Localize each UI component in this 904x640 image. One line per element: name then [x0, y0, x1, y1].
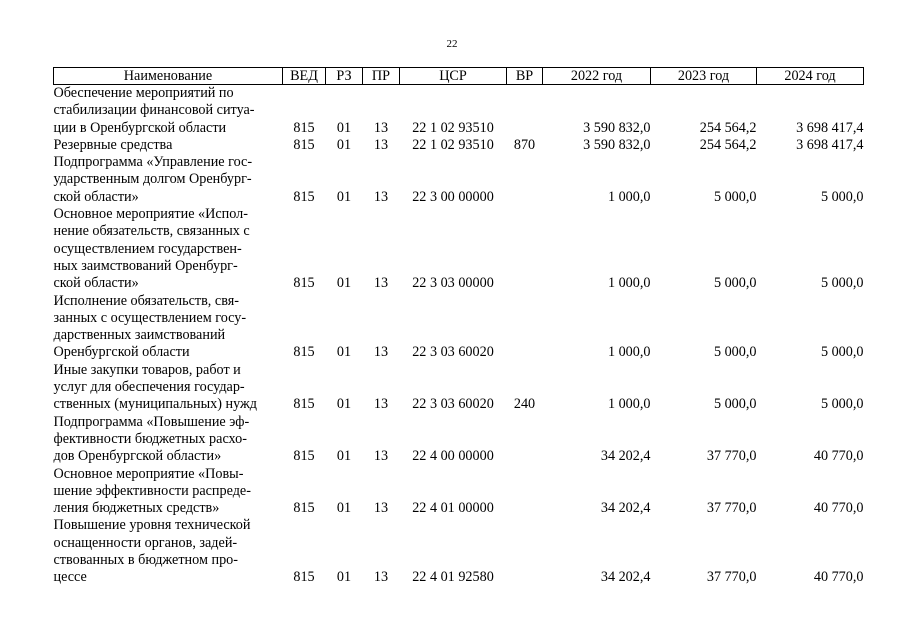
amount-2023-cell: 5 000,0: [713, 344, 757, 361]
table-header-row: [54, 68, 864, 85]
amount-2023-cell: 37 770,0: [706, 500, 757, 517]
name-line: осуществлением государствен-: [53, 240, 242, 257]
name-line: Иные закупки товаров, работ и: [53, 361, 241, 378]
vr-cell: 240: [513, 396, 536, 413]
header-ved: ВЕД: [283, 68, 326, 85]
ved-cell: 815: [293, 275, 315, 292]
vr-cell: [507, 206, 543, 292]
ved-cell: 815: [293, 396, 315, 413]
vr-cell: [507, 293, 543, 362]
csr-cell: 22 3 03 60020: [412, 344, 494, 361]
page-number: 22: [446, 38, 458, 50]
pr-cell: 13: [373, 119, 389, 136]
header-2022: 2022 год: [543, 68, 651, 85]
name-line: Основное мероприятие «Повы-: [53, 465, 244, 482]
name-cell: [54, 206, 283, 292]
amount-2023-cell: 5 000,0: [713, 396, 757, 413]
table-row: [54, 85, 864, 137]
pr-cell: 13: [373, 500, 389, 517]
rz-cell: 01: [336, 448, 352, 465]
vr-cell: [507, 517, 543, 586]
amount-2023-cell: 5 000,0: [713, 275, 757, 292]
ved-cell: 815: [293, 344, 315, 361]
amount-2022-cell: 34 202,4: [600, 500, 651, 517]
table-row: [54, 154, 864, 206]
amount-2022-cell: 3 590 832,0: [583, 136, 651, 153]
name-line: Подпрограмма «Повышение эф-: [53, 413, 250, 430]
name-line: Оренбургской области: [53, 344, 190, 361]
vr-cell: [507, 466, 543, 518]
name-cell: [54, 137, 283, 154]
name-line: фективности бюджетных расхо-: [53, 430, 247, 447]
name-line: оснащенности органов, задей-: [53, 534, 238, 551]
name-line: дов Оренбургской области»: [53, 448, 222, 465]
amount-2023-cell: 37 770,0: [706, 569, 757, 586]
name-cell: [54, 362, 283, 414]
name-line: ления бюджетных средств»: [53, 500, 220, 517]
name-line: нение обязательств, связанных с: [53, 223, 250, 240]
name-line: цессе: [53, 569, 87, 586]
rz-cell: 01: [336, 396, 352, 413]
csr-cell: 22 3 03 00000: [412, 275, 494, 292]
rz-cell: 01: [336, 500, 352, 517]
name-line: Повышение уровня технической: [53, 517, 251, 534]
ved-cell: 815: [293, 119, 315, 136]
csr-cell: 22 4 01 92580: [412, 569, 494, 586]
rz-cell: 01: [336, 119, 352, 136]
header-rz: РЗ: [326, 68, 363, 85]
name-line: Подпрограмма «Управление гос-: [53, 154, 253, 171]
header-name: Наименование: [54, 68, 283, 85]
name-cell: [54, 414, 283, 466]
pr-cell: 13: [373, 136, 389, 153]
vr-cell: [507, 154, 543, 206]
name-line: ствованных в бюджетном про-: [53, 552, 238, 569]
rz-cell: 01: [336, 275, 352, 292]
amount-2022-cell: 34 202,4: [600, 448, 651, 465]
pr-cell: 13: [373, 396, 389, 413]
csr-cell: 22 3 03 60020: [412, 396, 494, 413]
header-pr: ПР: [363, 68, 400, 85]
vr-cell: [507, 414, 543, 466]
ved-cell: 815: [293, 500, 315, 517]
header-vr: ВР: [507, 68, 543, 85]
amount-2024-cell: 5 000,0: [820, 396, 864, 413]
name-line: Основное мероприятие «Испол-: [53, 206, 248, 223]
pr-cell: 13: [373, 344, 389, 361]
name-line: стабилизации финансовой ситуа-: [53, 102, 255, 119]
rz-cell: 01: [336, 188, 352, 205]
name-cell: [54, 466, 283, 518]
table-row: [54, 414, 864, 466]
header-csr: ЦСР: [400, 68, 507, 85]
name-line: ской области»: [53, 188, 139, 205]
amount-2022-cell: 1 000,0: [607, 188, 651, 205]
amount-2023-cell: 254 564,2: [699, 119, 757, 136]
name-line: занных с осуществлением госу-: [53, 309, 247, 326]
table-row: [54, 362, 864, 414]
amount-2024-cell: 40 770,0: [813, 569, 864, 586]
csr-cell: 22 3 00 00000: [412, 188, 494, 205]
header-2023: 2023 год: [651, 68, 757, 85]
ved-cell: 815: [293, 448, 315, 465]
amount-2024-cell: 5 000,0: [820, 344, 864, 361]
csr-cell: 22 1 02 93510: [412, 119, 494, 136]
name-line: Обеспечение мероприятий по: [53, 85, 234, 101]
ved-cell: 815: [293, 569, 315, 586]
name-line: ственных (муниципальных) нужд: [53, 396, 258, 413]
vr-cell: 870: [513, 136, 536, 153]
amount-2022-cell: 3 590 832,0: [583, 119, 651, 136]
name-line: ударственным долгом Оренбург-: [53, 171, 252, 188]
amount-2023-cell: 37 770,0: [706, 448, 757, 465]
table-row: [54, 137, 864, 154]
vr-cell: [507, 85, 543, 137]
table-row: [54, 293, 864, 362]
name-cell: [54, 85, 283, 137]
amount-2022-cell: 1 000,0: [607, 275, 651, 292]
name-line: дарственных заимствований: [53, 327, 226, 344]
amount-2024-cell: 3 698 417,4: [796, 119, 864, 136]
name-cell: [54, 517, 283, 586]
rz-cell: 01: [336, 344, 352, 361]
table-body: [54, 85, 864, 587]
csr-cell: 22 4 01 00000: [412, 500, 494, 517]
header-2024: 2024 год: [757, 68, 864, 85]
amount-2023-cell: 5 000,0: [713, 188, 757, 205]
name-line: ской области»: [53, 275, 139, 292]
name-line: ции в Оренбургской области: [53, 119, 227, 136]
amount-2024-cell: 3 698 417,4: [796, 136, 864, 153]
pr-cell: 13: [373, 448, 389, 465]
amount-2024-cell: 40 770,0: [813, 448, 864, 465]
csr-cell: 22 1 02 93510: [412, 136, 494, 153]
table-row: [54, 206, 864, 292]
pr-cell: 13: [373, 569, 389, 586]
name-line: ных заимствований Оренбург-: [53, 257, 238, 274]
amount-2023-cell: 254 564,2: [699, 136, 757, 153]
name-cell: [54, 293, 283, 362]
name-line: Исполнение обязательств, свя-: [53, 292, 239, 309]
ved-cell: 815: [293, 136, 315, 153]
pr-cell: 13: [373, 188, 389, 205]
amount-2022-cell: 34 202,4: [600, 569, 651, 586]
csr-cell: 22 4 00 00000: [412, 448, 494, 465]
rz-cell: 01: [336, 136, 352, 153]
name-cell: [54, 154, 283, 206]
name-line: Резервные средства: [53, 136, 173, 153]
amount-2024-cell: 5 000,0: [820, 188, 864, 205]
amount-2024-cell: 40 770,0: [813, 500, 864, 517]
rz-cell: 01: [336, 569, 352, 586]
table-row: [54, 517, 864, 586]
table-row: [54, 466, 864, 518]
ved-cell: 815: [293, 188, 315, 205]
name-line: шение эффективности распреде-: [53, 482, 251, 499]
pr-cell: 13: [373, 275, 389, 292]
name-line: услуг для обеспечения государ-: [53, 379, 245, 396]
budget-table: [53, 67, 864, 587]
amount-2022-cell: 1 000,0: [607, 396, 651, 413]
amount-2022-cell: 1 000,0: [607, 344, 651, 361]
amount-2024-cell: 5 000,0: [820, 275, 864, 292]
